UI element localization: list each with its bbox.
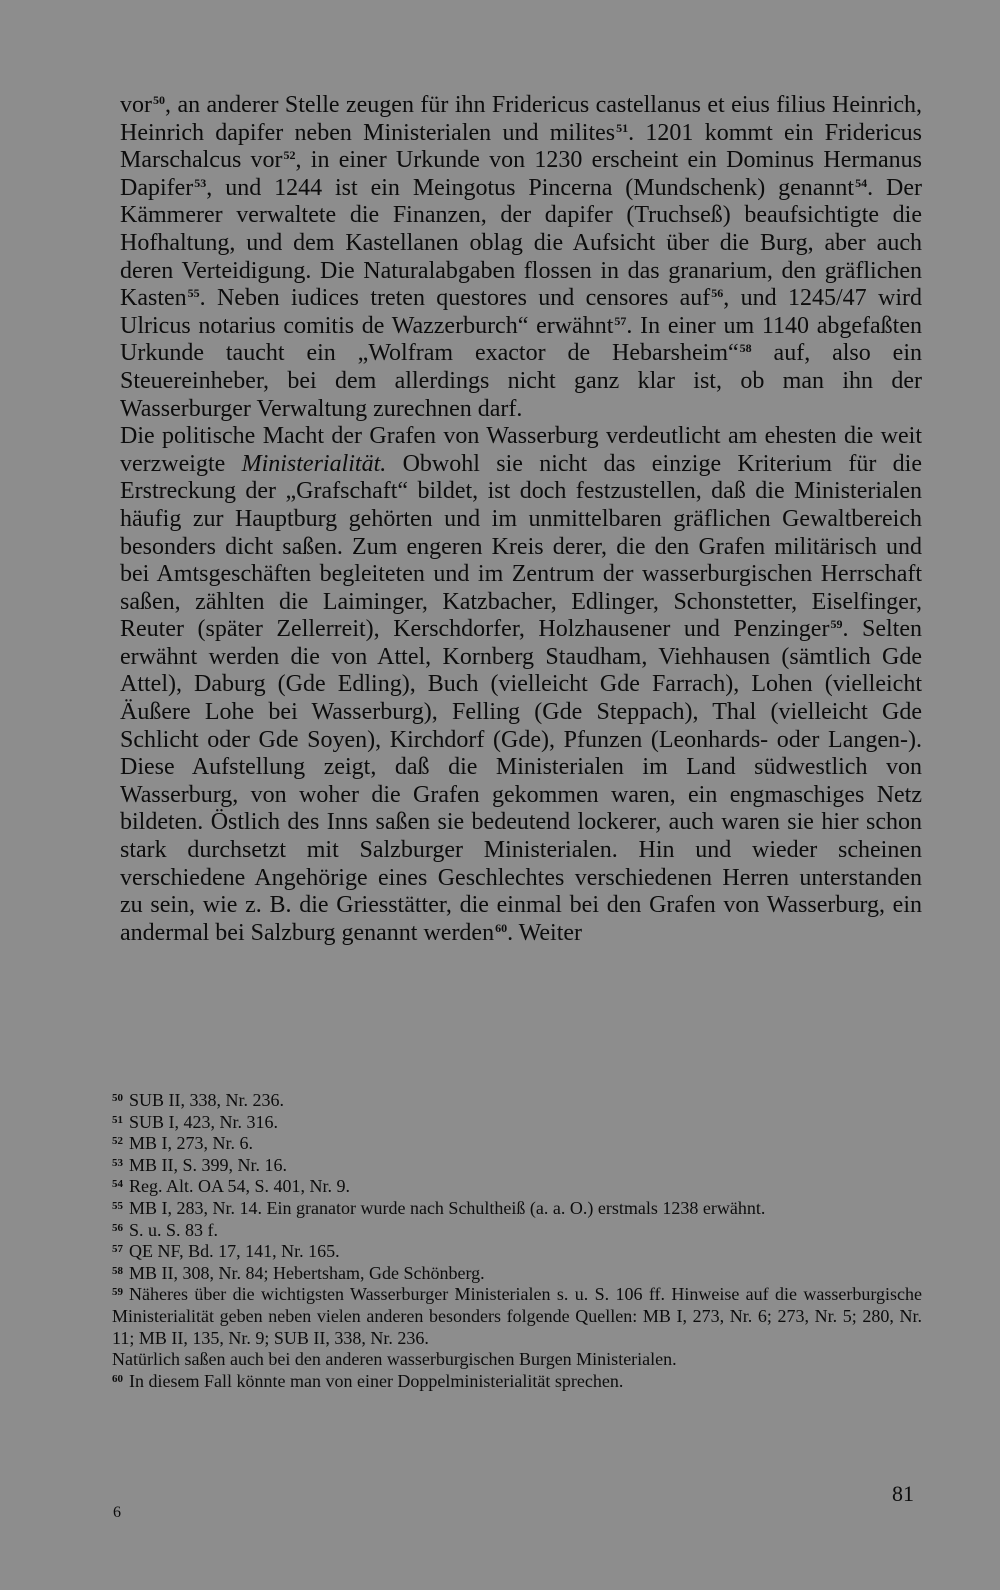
footnote-text: In diesem Fall könnte man von einer Doppelministerialität sprechen. bbox=[129, 1370, 624, 1391]
text-segment: vor bbox=[120, 92, 152, 118]
text-segment: auf, also ein Steuereinheber, bei dem allerdings nicht ganz klar ist, ob man ihn der Wasserburger Verwaltung zurechnen darf. bbox=[120, 340, 923, 422]
footnote bbox=[112, 1371, 922, 1393]
footnote-ref: 53 bbox=[194, 175, 207, 190]
text-segment: , und 1245/47 wird Ulricus notarius comitis de Wazzerburch“ erwähnt bbox=[120, 285, 922, 339]
footnote-ref: 56 bbox=[711, 286, 724, 301]
footnote-number: 53 bbox=[112, 1156, 123, 1169]
footnote bbox=[112, 1220, 922, 1242]
footnote-number: 57 bbox=[112, 1243, 123, 1256]
footnote-number: 58 bbox=[112, 1264, 123, 1277]
footnote-number: 60 bbox=[112, 1372, 123, 1385]
footnote-continuation bbox=[112, 1349, 922, 1371]
signature-mark: 6 bbox=[113, 1504, 121, 1521]
footnote-text: MB II, S. 399, Nr. 16. bbox=[129, 1154, 288, 1175]
footnote-ref: 58 bbox=[739, 341, 752, 356]
footnote-ref: 52 bbox=[283, 148, 296, 163]
text-segment: . Weiter bbox=[507, 919, 583, 946]
footnote bbox=[112, 1155, 922, 1177]
footnote-number: 52 bbox=[112, 1135, 123, 1148]
footnote-text: Natürlich saßen auch bei den anderen wasserburgischen Burgen Ministerialen. bbox=[112, 1349, 677, 1370]
footnote-number: 51 bbox=[112, 1113, 123, 1126]
emphasis-term: Ministerialität. bbox=[241, 450, 387, 477]
text-segment: . Der Kämmerer verwaltete die Finanzen, der dapifer (Truchseß) beaufsichtigte die Hofhaltung, und dem Kastellanen oblag die Aufsicht über die Burg, aber auch deren Verteidigung. Die Naturalabgaben flossen in das granarium, den gräflichen Kasten bbox=[120, 174, 922, 312]
text-segment: . Neben iudices treten questores und censores auf bbox=[199, 285, 711, 312]
footnotes bbox=[112, 1090, 922, 1392]
footnote-ref: 59 bbox=[830, 617, 843, 632]
text-segment: . Selten erwähnt werden die von Attel, Kornberg Staudham, Viehhausen (sämtlich Gde Attel), Daburg (Gde Edling), Buch (vielleicht Gde Farrach), Lohen (vielleicht Äußere Lohe bei Wasserburg), Felling (Gde Steppach), Thal (vielleicht Gde Schlicht oder Gde Soyen), Kirchdorf (Gde), Pfunzen (Leonhards- oder Langen-). Diese Aufstellung zeigt, daß die Ministerialen im Land südwestlich von Wasserburg, von woher die Grafen gekommen waren, ein engmaschiges Netz bildeten. Östlich des Inns saßen sie bedeutend lockerer, auch waren sie hier schon stark durchsetzt mit Salzburger Ministerialen. Hin und wieder scheinen verschiedene Angehörige eines Geschlechtes verschiedenen Herren unterstanden zu sein, wie z. B. die Griesstätter, die einmal bei den Grafen von Wasserburg, ein andermal bei Salzburg genannt werden bbox=[120, 616, 923, 946]
footnote-text: MB II, 308, Nr. 84; Hebertsham, Gde Schönberg. bbox=[129, 1262, 485, 1283]
footnote-text: QE NF, Bd. 17, 141, Nr. 165. bbox=[129, 1241, 340, 1262]
footnote-text: MB I, 283, Nr. 14. Ein granator wurde nach Schultheiß (a. a. O.) erstmals 1238 erwähnt. bbox=[129, 1197, 766, 1218]
text-segment: . In einer um 1140 abgefaßten Urkunde taucht ein „Wolfram exactor de Hebarsheim“ bbox=[120, 312, 922, 367]
footnote-ref: 60 bbox=[495, 920, 508, 935]
footnote bbox=[112, 1263, 922, 1285]
footnote bbox=[112, 1133, 922, 1155]
footnote bbox=[112, 1176, 922, 1198]
text-segment: , in einer Urkunde von 1230 erscheint ein Dominus Hermanus Dapifer bbox=[120, 147, 923, 201]
text-segment: Die politische Macht der Grafen von Wasserburg verdeutlicht am ehesten die weit verzweigte bbox=[120, 423, 922, 477]
footnote-text: SUB I, 423, Nr. 316. bbox=[129, 1111, 279, 1132]
footnote-text: S. u. S. 83 f. bbox=[129, 1219, 219, 1240]
footnote-text: Reg. Alt. OA 54, S. 401, Nr. 9. bbox=[129, 1176, 351, 1197]
paragraph-2 bbox=[120, 423, 922, 947]
footnote-ref: 50 bbox=[153, 93, 165, 107]
footnote bbox=[112, 1090, 922, 1112]
footnote-number: 56 bbox=[112, 1221, 123, 1234]
footnote bbox=[112, 1112, 922, 1134]
footnote-text: Näheres über die wichtigsten Wasserburger Ministerialen s. u. S. 106 ff. Hinweise auf die wasserburgische Ministerialität geben neben vielen anderen besonders folgende Quellen: MB I, 273, Nr. 6; 273, Nr. 5; 280, Nr. 11; MB II, 135, Nr. 9; SUB II, 338, Nr. 236. bbox=[112, 1284, 922, 1348]
text-segment: , an anderer Stelle zeugen für ihn Fridericus castellanus et eius filius Heinrich, Heinrich dapifer neben Ministerialen und milites bbox=[120, 92, 922, 146]
footnote-ref: 57 bbox=[614, 313, 627, 328]
main-text bbox=[120, 92, 922, 947]
footnote-number: 55 bbox=[112, 1199, 123, 1212]
footnote-number: 59 bbox=[112, 1286, 123, 1299]
footnote-ref: 54 bbox=[855, 175, 868, 190]
footnote-number: 54 bbox=[112, 1178, 123, 1191]
paragraph-1 bbox=[120, 92, 922, 423]
footnote-text: SUB II, 338, Nr. 236. bbox=[129, 1090, 285, 1110]
text-segment: . 1201 kommt ein Fridericus Marschalcus vor bbox=[120, 119, 923, 174]
footnote-ref: 55 bbox=[187, 286, 200, 301]
footnote bbox=[112, 1284, 922, 1349]
footnote bbox=[112, 1241, 922, 1263]
text-segment: Obwohl sie nicht das einzige Kriterium für die Erstreckung der „Grafschaft“ bildet, ist doch festzustellen, daß die Ministerialen häufig zur Hauptburg gehörten und im unmittelbaren gräflichen Gewaltbereich besonders dicht saßen. Zum engeren Kreis derer, die den Grafen militärisch und bei Amtsgeschäften begleiteten und im Zentrum der wasserburgischen Herrschaft saßen, zählten die Laiminger, Katzbacher, Edlinger, Schonstetter, Eiselfinger, Reuter (später Zellerreit), Kerschdorfer, Holzhausener und Penzinger bbox=[120, 450, 922, 643]
footnote-text: MB I, 273, Nr. 6. bbox=[129, 1133, 254, 1154]
text-segment: , und 1244 ist ein Meingotus Pincerna (Mundschenk) genannt bbox=[206, 174, 855, 201]
footnote-ref: 51 bbox=[616, 120, 629, 135]
page-number: 81 bbox=[892, 1481, 914, 1506]
footnote-number: 50 bbox=[112, 1092, 123, 1104]
footnote bbox=[112, 1198, 922, 1220]
